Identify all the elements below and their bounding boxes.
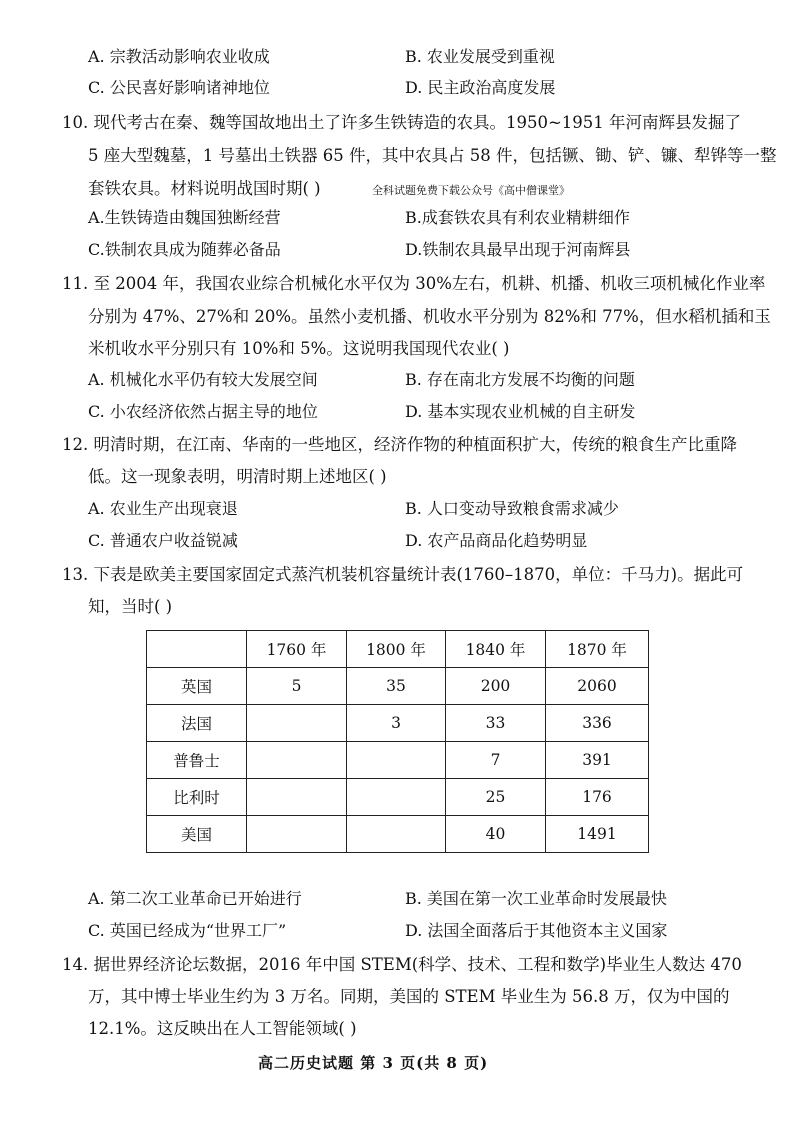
steam-engine-table [146,630,649,853]
q11-stem-line3: 米机收水平分别只有 10%和 5%。这说明我国现代农业( ) [88,339,510,358]
q13-option-b: B. 美国在第一次工业革命时发展最快 [405,889,667,908]
q14-stem-line2: 万，其中博士毕业生约为 3 万名。同期，美国的 STEM 毕业生为 56.8 万，仅为中国的 [88,987,730,1006]
table-cell: 40 [446,816,546,853]
table-cell-country: 英国 [147,668,247,705]
q13-stem-line2: 知，当时( ) [88,597,173,616]
q10-stem-line2: 5 座大型魏墓，1 号墓出土铁器 65 件，其中农具占 58 件，包括镢、锄、铲、镰、犁铧等一整 [88,146,777,165]
table-cell: 7 [446,742,546,779]
page-footer: 高二历史试题 第 3 页(共 8 页) [258,1054,489,1072]
q11-option-c: C. 小农经济依然占据主导的地位 [88,402,318,421]
table-cell: 391 [546,742,649,779]
table-header-cell: 1870 年 [546,631,649,668]
q13-stem-line1: 13. 下表是欧美主要国家固定式蒸汽机装机容量统计表(1760–1870，单位：千马力)。据此可 [62,565,744,584]
table-cell [347,816,446,853]
q9-option-b: B. 农业发展受到重视 [405,47,555,66]
table-cell: 336 [546,705,649,742]
q12-stem-line2: 低。这一现象表明，明清时期上述地区( ) [88,467,387,486]
q10-option-a: A.生铁铸造由魏国独断经营 [88,208,281,227]
q9-option-d: D. 民主政治高度发展 [405,78,556,97]
q12-option-d: D. 农产品商品化趋势明显 [405,531,588,550]
table-cell: 33 [446,705,546,742]
table-cell: 35 [347,668,446,705]
q14-stem-line3: 12.1%。这反映出在人工智能领域( ) [88,1019,357,1038]
table-cell [247,779,347,816]
q13-option-a: A. 第二次工业革命已开始进行 [88,889,302,908]
table-header-cell: 1800 年 [347,631,446,668]
q12-option-a: A. 农业生产出现衰退 [88,499,238,518]
table-row [147,779,649,816]
q11-option-b: B. 存在南北方发展不均衡的问题 [405,370,635,389]
table-cell: 176 [546,779,649,816]
q13-option-c: C. 英国已经成为“世界工厂” [88,921,287,940]
table-cell [347,779,446,816]
table-cell: 200 [446,668,546,705]
q9-option-a: A. 宗教活动影响农业收成 [88,47,270,66]
q12-option-b: B. 人口变动导致粮食需求减少 [405,499,619,518]
table-cell [247,816,347,853]
q14-stem-line1: 14. 据世界经济论坛数据，2016 年中国 STEM(科学、技术、工程和数学)毕业生人数达 470 [62,955,742,974]
table-cell: 1491 [546,816,649,853]
table-cell: 3 [347,705,446,742]
q11-stem-line1: 11. 至 2004 年，我国农业综合机械化水平仅为 30%左右，机耕、机播、机收三项机械化作业率 [62,274,766,293]
table-row [147,668,649,705]
table-cell [247,705,347,742]
q11-option-a: A. 机械化水平仍有较大发展空间 [88,370,318,389]
q10-option-b: B.成套铁农具有利农业精耕细作 [405,208,630,227]
q10-option-d: D.铁制农具最早出现于河南辉县 [405,240,631,259]
table-cell-country: 美国 [147,816,247,853]
q12-option-c: C. 普通农户收益锐减 [88,531,238,550]
q10-option-c: C.铁制农具成为随葬必备品 [88,240,281,259]
table-header-row [147,631,649,668]
table-cell-country: 法国 [147,705,247,742]
table-header-cell: 1840 年 [446,631,546,668]
q11-stem-line2: 分别为 47%、27%和 20%。虽然小麦机播、机收水平分别为 82%和 77%，但水稻机插和玉 [88,307,771,326]
q10-stem-line3: 套铁农具。材料说明战国时期( ) [88,179,321,198]
table-cell: 25 [446,779,546,816]
q10-stem-line1: 10. 现代考古在秦、魏等国故地出土了许多生铁铸造的农具。1950~1951 年河南辉县发掘了 [62,113,742,132]
table-header-cell: 1760 年 [247,631,347,668]
table-row [147,816,649,853]
q12-stem-line1: 12. 明清时期，在江南、华南的一些地区，经济作物的种植面积扩大，传统的粮食生产比重降 [62,435,737,454]
watermark-note: 全科试题免费下载公众号《高中僧课堂》 [372,184,570,197]
table-cell-country: 比利时 [147,779,247,816]
table-cell [347,742,446,779]
table-row [147,742,649,779]
q13-option-d: D. 法国全面落后于其他资本主义国家 [405,921,668,940]
table-row [147,705,649,742]
table-cell: 5 [247,668,347,705]
q11-option-d: D. 基本实现农业机械的自主研发 [405,402,636,421]
table-header-cell [147,631,247,668]
table-cell-country: 普鲁士 [147,742,247,779]
table-cell: 2060 [546,668,649,705]
table-cell [247,742,347,779]
q9-option-c: C. 公民喜好影响诸神地位 [88,78,270,97]
